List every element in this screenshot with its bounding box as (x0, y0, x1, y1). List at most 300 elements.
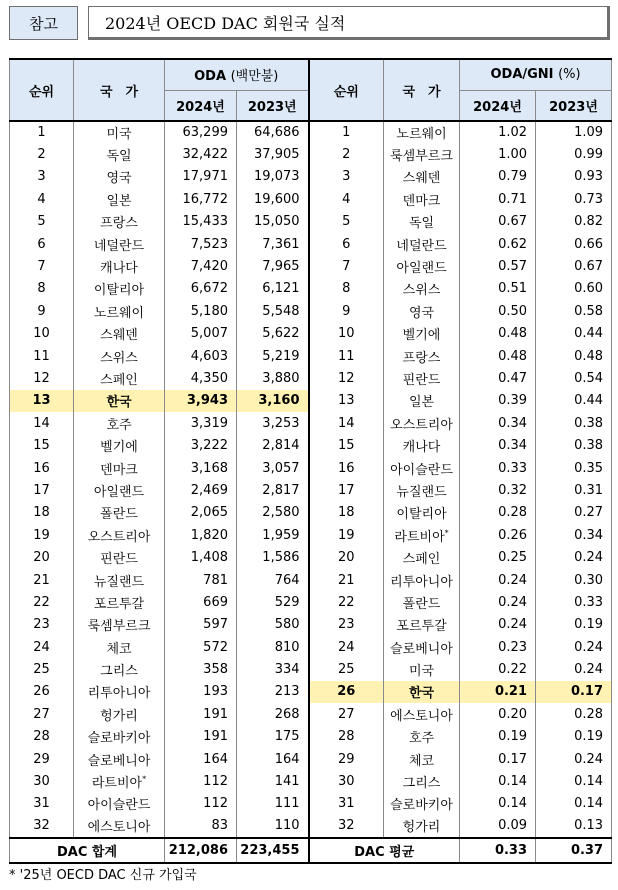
oda-country-name: 캐나다 (100, 261, 138, 277)
gni-country (384, 502, 460, 524)
oda-country-name: 영국 (106, 171, 132, 187)
oda-2023: 3,057 (237, 457, 309, 479)
gni-country-name: 라트비아 (394, 529, 445, 545)
oda-rank: 12 (10, 367, 74, 389)
gni-2024: 0.14 (460, 793, 536, 815)
gni-country-name: 오스트리아 (390, 417, 453, 433)
gni-country-name: 스페인 (402, 552, 441, 568)
table-row (10, 658, 612, 680)
gni-rank: 10 (309, 323, 384, 345)
table-row (10, 121, 612, 143)
oda-country-name: 프랑스 (100, 216, 138, 232)
oda-rank: 18 (10, 502, 74, 524)
oda-2024: 17,971 (165, 166, 237, 188)
gni-country (384, 658, 460, 680)
gni-country-name: 영국 (408, 305, 435, 321)
header-rank-oda: 순위 (10, 59, 74, 121)
new-member-mark: * (142, 774, 147, 784)
gni-2023: 0.19 (536, 726, 612, 748)
table-row (10, 546, 612, 568)
oda-country (74, 569, 165, 591)
gni-2023: 0.34 (536, 524, 612, 546)
gni-2024: 0.57 (460, 255, 536, 277)
oda-2024: 597 (165, 614, 237, 636)
gni-country (384, 546, 460, 568)
oda-2023: 334 (237, 658, 309, 680)
gni-2024: 0.20 (460, 703, 536, 725)
oda-country (74, 300, 165, 322)
oda-country (74, 345, 165, 367)
oda-2024: 3,319 (165, 412, 237, 434)
gni-country-name: 아일랜드 (396, 261, 447, 277)
gni-country-name: 체코 (408, 753, 435, 769)
table-body (10, 121, 612, 838)
page-header (9, 6, 610, 40)
gni-country (384, 345, 460, 367)
oda-country-name: 폴란드 (100, 507, 138, 523)
oda-2023: 1,586 (237, 546, 309, 568)
gni-rank: 29 (309, 748, 384, 770)
gni-country-name: 슬로바키아 (390, 798, 453, 814)
gni-2024: 1.00 (460, 143, 536, 165)
footnote: * '25년 OECD DAC 신규 가입국 (9, 868, 197, 883)
gni-country-name: 핀란드 (402, 372, 441, 388)
gni-2024: 0.39 (460, 390, 536, 412)
gni-country (384, 569, 460, 591)
table-row (10, 166, 612, 188)
oda-country-name: 에스토니아 (87, 820, 151, 836)
oda-2024: 191 (165, 703, 237, 725)
oda-country (74, 546, 165, 568)
gni-country (384, 300, 460, 322)
gni-country-name: 에스토니아 (390, 708, 453, 724)
gni-rank: 20 (309, 546, 384, 568)
oda-country-name: 슬로바키아 (87, 731, 151, 747)
oda-country-name: 미국 (106, 127, 132, 143)
gni-country (384, 793, 460, 815)
gni-2023: 0.54 (536, 367, 612, 389)
oda-2023: 3,253 (237, 412, 309, 434)
gni-country (384, 121, 460, 143)
gni-2023: 0.31 (536, 479, 612, 501)
oda-country-name: 라트비아 (91, 776, 143, 792)
header-country-gni: 국 가 (384, 59, 460, 121)
table-row (10, 143, 612, 165)
gni-country-name: 이탈리아 (396, 507, 447, 523)
gni-2024: 0.62 (460, 233, 536, 255)
gni-2023: 0.33 (536, 591, 612, 613)
oda-rank: 26 (10, 681, 74, 703)
gni-2024: 0.67 (460, 211, 536, 233)
oda-country-name: 스페인 (100, 372, 138, 388)
oda-rank: 19 (10, 524, 74, 546)
oda-2024: 3,222 (165, 434, 237, 456)
oda-2023: 2,814 (237, 434, 309, 456)
gni-2023: 0.66 (536, 233, 612, 255)
gni-country (384, 591, 460, 613)
oda-country-name: 아일랜드 (93, 484, 145, 500)
gni-country-name: 뉴질랜드 (396, 484, 447, 500)
gni-2023: 0.24 (536, 658, 612, 680)
table-row (10, 524, 612, 546)
oda-country (74, 233, 165, 255)
gni-rank: 9 (309, 300, 384, 322)
oda-country (74, 726, 165, 748)
oda-2024: 3,168 (165, 457, 237, 479)
gni-2024: 0.21 (460, 681, 536, 703)
gni-rank: 12 (309, 367, 384, 389)
oda-country-name: 리투아니아 (87, 686, 151, 702)
gni-2023: 0.82 (536, 211, 612, 233)
gni-2024: 0.50 (460, 300, 536, 322)
gni-2023: 0.14 (536, 793, 612, 815)
table-row (10, 188, 612, 210)
gni-country-name: 벨기에 (402, 328, 441, 344)
table-row (10, 367, 612, 389)
oda-country (74, 121, 165, 143)
gni-2024: 0.32 (460, 479, 536, 501)
gni-country (384, 211, 460, 233)
oda-2024: 63,299 (165, 121, 237, 143)
table-row (10, 770, 612, 792)
gni-2024: 0.33 (460, 457, 536, 479)
oda-country-name: 벨기에 (100, 440, 138, 456)
oda-2023: 6,121 (237, 278, 309, 300)
gni-2023: 0.17 (536, 681, 612, 703)
oda-rank: 8 (10, 278, 74, 300)
oda-2023: 213 (237, 681, 309, 703)
oda-2024: 1,408 (165, 546, 237, 568)
gni-rank: 15 (309, 434, 384, 456)
oda-2024: 112 (165, 770, 237, 792)
header-oda (165, 59, 309, 90)
gni-2024: 0.71 (460, 188, 536, 210)
header-gni-2024: 2024년 (460, 90, 536, 121)
gni-2023: 0.73 (536, 188, 612, 210)
gni-country (384, 681, 460, 703)
gni-rank: 19 (309, 524, 384, 546)
oda-country-name: 덴마크 (100, 462, 138, 478)
gni-country (384, 434, 460, 456)
oda-2023: 5,219 (237, 345, 309, 367)
oda-2023: 529 (237, 591, 309, 613)
oda-2024: 7,523 (165, 233, 237, 255)
oda-2024: 112 (165, 793, 237, 815)
gni-rank: 7 (309, 255, 384, 277)
oda-2023: 64,686 (237, 121, 309, 143)
oda-2023: 580 (237, 614, 309, 636)
gni-rank: 18 (309, 502, 384, 524)
oda-country (74, 502, 165, 524)
gni-2023: 0.30 (536, 569, 612, 591)
oda-2024: 4,350 (165, 367, 237, 389)
gni-rank: 5 (309, 211, 384, 233)
oda-rank: 29 (10, 748, 74, 770)
header-rank-gni: 순위 (309, 59, 384, 121)
gni-country (384, 770, 460, 792)
oda-country-name: 오스트리아 (87, 529, 151, 545)
oda-country-name: 핀란드 (100, 552, 138, 568)
gni-country-name: 덴마크 (402, 193, 441, 209)
gni-2024: 0.34 (460, 412, 536, 434)
oda-country (74, 412, 165, 434)
oda-rank: 11 (10, 345, 74, 367)
gni-2023: 0.44 (536, 390, 612, 412)
gni-rank: 23 (309, 614, 384, 636)
gni-2024: 0.17 (460, 748, 536, 770)
oda-country-name: 그리스 (100, 664, 138, 680)
oda-country-name: 아이슬란드 (87, 798, 151, 814)
gni-2023: 0.28 (536, 703, 612, 725)
gni-2024: 0.25 (460, 546, 536, 568)
oda-rank: 2 (10, 143, 74, 165)
oda-country-name: 뉴질랜드 (93, 574, 145, 590)
gni-2024: 0.23 (460, 636, 536, 658)
gni-country-name: 한국 (408, 686, 435, 702)
gni-rank: 26 (309, 681, 384, 703)
dac-results-table (9, 58, 612, 864)
header-oda-gni-unit: (%) (558, 67, 581, 83)
oda-country (74, 479, 165, 501)
gni-2023: 0.48 (536, 345, 612, 367)
gni-country (384, 726, 460, 748)
oda-country-name: 노르웨이 (93, 305, 145, 321)
gni-country (384, 524, 460, 546)
oda-rank: 9 (10, 300, 74, 322)
gni-country-name: 아이슬란드 (390, 462, 453, 478)
oda-2023: 268 (237, 703, 309, 725)
table-row (10, 479, 612, 501)
gni-rank: 6 (309, 233, 384, 255)
oda-2023: 19,073 (237, 166, 309, 188)
gni-country (384, 748, 460, 770)
gni-2024: 0.79 (460, 166, 536, 188)
oda-rank: 5 (10, 211, 74, 233)
oda-rank: 15 (10, 434, 74, 456)
gni-country-name: 룩셈부르크 (390, 149, 453, 165)
oda-country-name: 이탈리아 (93, 283, 145, 299)
gni-2023: 0.99 (536, 143, 612, 165)
gni-country (384, 143, 460, 165)
oda-rank: 10 (10, 323, 74, 345)
oda-2024: 191 (165, 726, 237, 748)
gni-2023: 0.60 (536, 278, 612, 300)
table-row (10, 591, 612, 613)
oda-country (74, 636, 165, 658)
table-row (10, 748, 612, 770)
oda-2023: 19,600 (237, 188, 309, 210)
gni-2023: 0.93 (536, 166, 612, 188)
gni-2024: 0.51 (460, 278, 536, 300)
gni-country-name: 폴란드 (402, 596, 441, 612)
gni-2024: 0.34 (460, 434, 536, 456)
dac-average-2024: 0.33 (460, 838, 536, 863)
table-row (10, 300, 612, 322)
gni-country (384, 457, 460, 479)
oda-country-name: 일본 (106, 193, 132, 209)
oda-country (74, 211, 165, 233)
gni-2023: 0.14 (536, 770, 612, 792)
oda-country (74, 703, 165, 725)
oda-2024: 32,422 (165, 143, 237, 165)
gni-2023: 0.44 (536, 323, 612, 345)
gni-rank: 27 (309, 703, 384, 725)
header-country-oda: 국 가 (74, 59, 165, 121)
table-row (10, 255, 612, 277)
oda-2024: 4,603 (165, 345, 237, 367)
gni-rank: 8 (309, 278, 384, 300)
table-row (10, 569, 612, 591)
header-oda-label: ODA (194, 69, 227, 85)
gni-2023: 0.24 (536, 748, 612, 770)
gni-2023: 0.19 (536, 614, 612, 636)
gni-country-name: 노르웨이 (396, 127, 447, 143)
oda-country-name: 포르투갈 (93, 596, 145, 612)
oda-2024: 16,772 (165, 188, 237, 210)
oda-rank: 24 (10, 636, 74, 658)
oda-rank: 13 (10, 390, 74, 412)
gni-2024: 0.19 (460, 726, 536, 748)
oda-2023: 175 (237, 726, 309, 748)
gni-2024: 0.14 (460, 770, 536, 792)
table-row (10, 681, 612, 703)
gni-country-name: 호주 (408, 731, 435, 747)
gni-2023: 0.67 (536, 255, 612, 277)
oda-2024: 193 (165, 681, 237, 703)
oda-2023: 1,959 (237, 524, 309, 546)
oda-rank: 27 (10, 703, 74, 725)
oda-2023: 164 (237, 748, 309, 770)
oda-2024: 2,469 (165, 479, 237, 501)
oda-rank: 17 (10, 479, 74, 501)
header-oda-2024: 2024년 (165, 90, 237, 121)
oda-country (74, 255, 165, 277)
oda-2024: 2,065 (165, 502, 237, 524)
oda-country-name: 네덜란드 (93, 238, 145, 254)
gni-rank: 16 (309, 457, 384, 479)
new-member-mark: * (444, 528, 449, 538)
gni-country (384, 367, 460, 389)
gni-2024: 0.48 (460, 345, 536, 367)
oda-country (74, 614, 165, 636)
oda-country-name: 룩셈부르크 (87, 619, 151, 635)
oda-2023: 5,548 (237, 300, 309, 322)
gni-country-name: 스웨덴 (402, 171, 441, 187)
oda-country-name: 체코 (106, 641, 132, 657)
gni-country-name: 그리스 (402, 776, 441, 792)
header-oda-gni (460, 59, 612, 90)
table-row (10, 345, 612, 367)
gni-country-name: 헝가리 (402, 820, 441, 836)
oda-country (74, 681, 165, 703)
gni-2023: 0.13 (536, 815, 612, 837)
gni-country (384, 703, 460, 725)
oda-country (74, 815, 165, 837)
oda-2023: 37,905 (237, 143, 309, 165)
oda-country-name: 슬로베니아 (87, 753, 151, 769)
gni-country (384, 412, 460, 434)
gni-country-name: 독일 (408, 216, 435, 232)
oda-2023: 764 (237, 569, 309, 591)
gni-country-name: 슬로베니아 (390, 641, 453, 657)
oda-rank: 7 (10, 255, 74, 277)
table-row (10, 636, 612, 658)
oda-country-name: 스웨덴 (100, 328, 138, 344)
gni-country-name: 스위스 (402, 283, 441, 299)
totals-row (10, 838, 612, 863)
gni-rank: 32 (309, 815, 384, 837)
gni-country (384, 233, 460, 255)
gni-2024: 0.48 (460, 323, 536, 345)
page-title: 2024년 OECD DAC 회원국 실적 (88, 6, 610, 40)
oda-country (74, 143, 165, 165)
oda-rank: 23 (10, 614, 74, 636)
gni-country (384, 323, 460, 345)
table-row (10, 233, 612, 255)
oda-2023: 3,160 (237, 390, 309, 412)
oda-2024: 1,820 (165, 524, 237, 546)
dac-total-2024: 212,086 (165, 838, 237, 863)
oda-2023: 810 (237, 636, 309, 658)
gni-rank: 17 (309, 479, 384, 501)
gni-2023: 0.24 (536, 546, 612, 568)
table-row (10, 815, 612, 837)
oda-country (74, 166, 165, 188)
gni-2024: 0.47 (460, 367, 536, 389)
oda-2023: 7,361 (237, 233, 309, 255)
oda-country (74, 323, 165, 345)
gni-rank: 25 (309, 658, 384, 680)
oda-2024: 83 (165, 815, 237, 837)
gni-2024: 0.28 (460, 502, 536, 524)
table-row (10, 390, 612, 412)
oda-2024: 5,007 (165, 323, 237, 345)
oda-2023: 110 (237, 815, 309, 837)
gni-rank: 22 (309, 591, 384, 613)
gni-country (384, 166, 460, 188)
oda-2024: 669 (165, 591, 237, 613)
oda-2024: 164 (165, 748, 237, 770)
oda-country (74, 188, 165, 210)
table-row (10, 726, 612, 748)
gni-2024: 0.26 (460, 524, 536, 546)
oda-2023: 5,622 (237, 323, 309, 345)
gni-country-name: 미국 (408, 664, 435, 680)
gni-country (384, 255, 460, 277)
oda-2023: 2,580 (237, 502, 309, 524)
oda-rank: 32 (10, 815, 74, 837)
gni-rank: 30 (309, 770, 384, 792)
oda-2024: 781 (165, 569, 237, 591)
gni-rank: 24 (309, 636, 384, 658)
reference-tag: 참고 (9, 6, 78, 40)
oda-country-name: 한국 (106, 395, 132, 411)
table-row (10, 412, 612, 434)
table-row (10, 793, 612, 815)
oda-2023: 141 (237, 770, 309, 792)
oda-country (74, 748, 165, 770)
gni-rank: 11 (309, 345, 384, 367)
gni-2023: 0.24 (536, 636, 612, 658)
dac-average-label: DAC 평균 (309, 838, 460, 863)
oda-rank: 25 (10, 658, 74, 680)
gni-2024: 0.24 (460, 569, 536, 591)
gni-rank: 21 (309, 569, 384, 591)
gni-country (384, 390, 460, 412)
gni-country (384, 815, 460, 837)
table-row (10, 323, 612, 345)
oda-rank: 6 (10, 233, 74, 255)
